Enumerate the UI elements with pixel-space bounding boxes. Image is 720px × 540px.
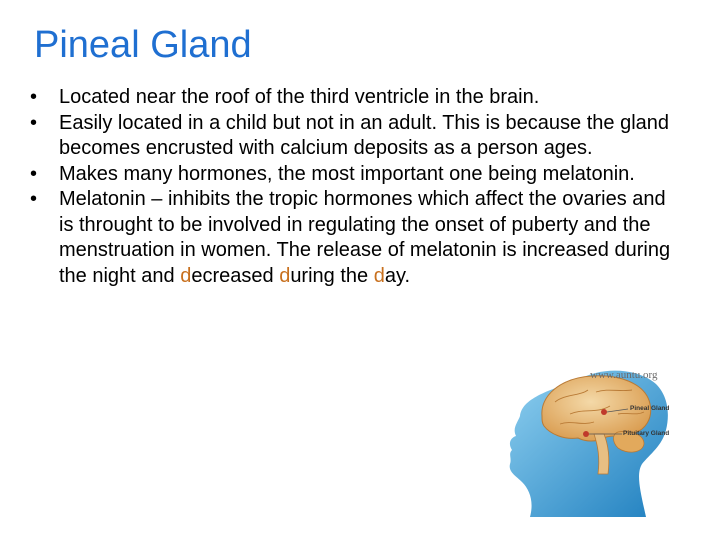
highlight-letter: d	[180, 264, 192, 287]
bullet-list	[30, 85, 680, 289]
bullet-text: Located near the roof of the third ventricle in the brain.	[59, 86, 540, 108]
bullet-item	[30, 111, 680, 162]
head-brain-illustration	[500, 362, 700, 517]
highlight-letter: d	[373, 264, 385, 287]
bullet-icon: •	[30, 188, 38, 210]
bullet-icon: •	[30, 86, 38, 108]
pituitary-gland-marker	[583, 431, 589, 437]
bullet-text-part: uring the	[290, 264, 374, 287]
bullet-text-part: ay.	[384, 264, 411, 287]
bullet-text	[59, 188, 670, 287]
bullet-item	[30, 187, 680, 289]
bullet-item	[30, 85, 680, 111]
bullet-text-part: ecreased	[191, 264, 280, 287]
slide-title: Pineal Gland	[34, 24, 252, 66]
bullet-item	[30, 162, 680, 188]
pineal-gland-label: Pineal Gland	[630, 405, 670, 412]
bullet-icon: •	[30, 111, 38, 134]
bullet-text: Easily located in a child but not in an adult. This is because the gland becomes encrusted with calcium deposits as a person ages.	[59, 111, 670, 159]
highlight-letter: d	[279, 264, 291, 287]
pineal-gland-marker	[601, 409, 607, 415]
bullet-text-main: Melatonin – inhibits the tropic hormones which affect the ovaries and is throught to be involved in regulating the onset of puberty and the menstruation in women. The release of melatonin is increased during the night and	[59, 188, 671, 287]
bullet-icon: •	[30, 162, 38, 185]
pituitary-gland-label: Pituitary Gland	[623, 430, 670, 437]
bullet-text: Makes many hormones, the most important one being melatonin.	[59, 162, 635, 185]
watermark-text: www.auntu.org	[590, 369, 658, 381]
